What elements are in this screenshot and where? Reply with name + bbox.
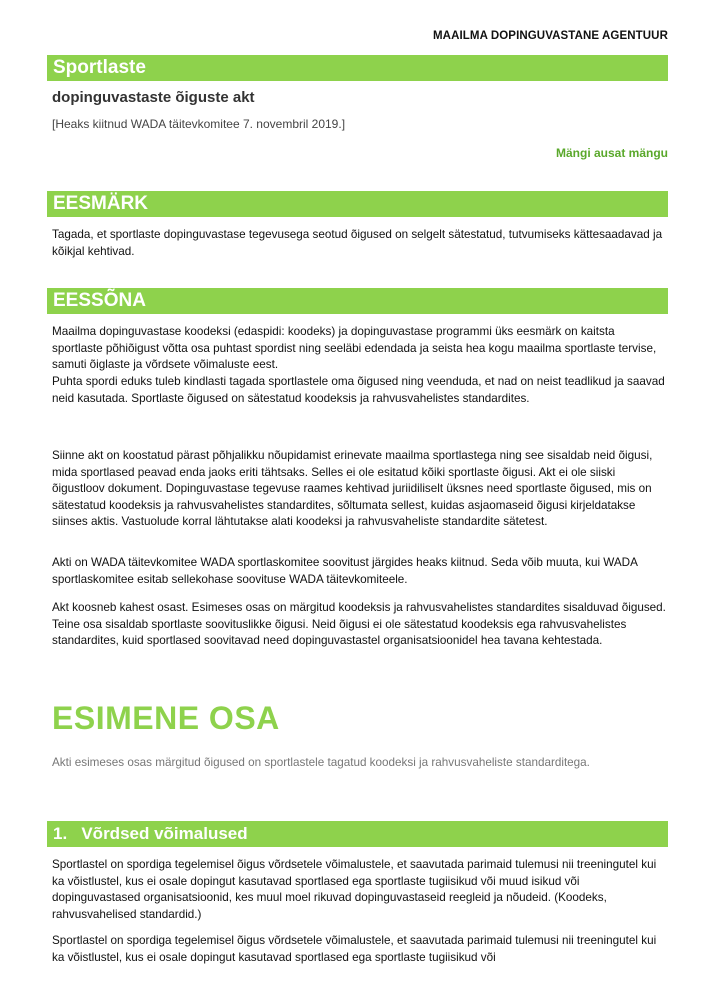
equal-opportunities-paragraph: Sportlastel on spordiga tegelemisel õigus võrdsetele võimalustele, et saavutada parimaid tulemusi nii treeningutel kui ka võistlustel, kus ei osale dopingut kasutavad sportlased ega sportlaste tugiisikud või muud isikud või dopinguvastased organisatsioonid, kes muul moel rikuvad dopinguvastaseid reegleid ja nõudeid. (Koodeks, rahvusvahelised standardid.): [52, 858, 657, 921]
section-banner-equal-opportunities: [47, 821, 668, 847]
preface-paragraph: Puhta spordi eduks tuleb kindlasti tagada sportlastele oma õigused ning veenduda, et nad on neist teadlikud ja saavad neid kasutada. Sportlaste õigused on sätestatud koodeksis ja rahvusvahelistes standardites.: [52, 375, 665, 405]
purpose-text: Tagada, et sportlaste dopinguvastase tegevusega seotud õigused on selgelt sätestatud, tutvumiseks kättesaadavad ja kõikjal kehtivad.: [52, 228, 663, 258]
approval-note: [Heaks kiitnud WADA täitevkomitee 7. novembril 2019.]: [52, 117, 346, 131]
preface-paragraph: Siinne akt on koostatud pärast põhjalikku nõupidamist erinevate maailma sportlastega ning see sisaldab neid õigusi, mida sportlased peavad enda jaoks eriti tähtsaks. Selles ei ole esitatud kõiki sportlaste õigusi. Akt ei ole siiski õigustloov dokument. Dopinguvastase tegevuse raames kehtivad juriidiliselt üksnes need sportlaste õigused, mis on sätestatud koodeksis ja rahvusvahelistes standardites, sõltumata sellest, kuidas asjaomaseid õigusi kirjeldatakse siinses aktis. Vastuolude korral lähtutakse alati koodeksi ja rahvusvaheliste standardite sätetest.: [52, 449, 653, 528]
section-banner-preface: [47, 288, 668, 314]
document-subtitle: dopinguvastaste õiguste akt: [52, 89, 255, 106]
preface-paragraph: Akt koosneb kahest osast. Esimeses osas on märgitud koodeksis ja rahvusvahelistes standardites sisalduvad õigused. Teine osa sisaldab sportlaste soovituslikke õigusi. Neid õigusi ei ole sätestatud koodeksis ega rahvusvahelistes standardites, kuid sportlased soovitavad need dopinguvastastel organisatsioonidel hea tavana kehtestada.: [52, 601, 666, 647]
preface-paragraph: Akti on WADA täitevkomitee WADA sportlaskomitee soovitust järgides heaks kiitnud. Seda võib muuta, kui WADA sportlaskomitee esitab sellekohase soovituse WADA täitevkomiteele.: [52, 556, 638, 586]
equal-opportunities-paragraph: Sportlastel on spordiga tegelemisel õigus võrdsetele võimalustele, et saavutada parimaid tulemusi nii treeningutel kui ka võistlustel, kus ei osale dopingut kasutavad sportlased ega sportlaste tugiisikud või: [52, 934, 657, 964]
section-heading-equal-opportunities: 1. Võrdsed võimalused: [53, 824, 248, 843]
title-banner: [47, 55, 668, 81]
document-title: Sportlaste: [53, 57, 146, 78]
section-heading-purpose: EESMÄRK: [53, 193, 149, 214]
part-one-description: Akti esimeses osas märgitud õigused on sportlastele tagatud koodeksi ja rahvusvaheliste standarditega.: [52, 756, 590, 769]
section-heading-preface: EESSÕNA: [53, 290, 146, 311]
preface-paragraph: Maailma dopinguvastase koodeksi (edaspidi: koodeks) ja dopinguvastase programmi üks eesmärk on kaitsta sportlaste põhiõigust võtta osa puhtast spordist ning seeläbi edendada ja seista hea kogu maailma sportlaste tervise, samuti õiglaste ja võrdsete võimaluste eest.: [52, 325, 657, 371]
organization-name: MAAILMA DOPINGUVASTANE AGENTUUR: [432, 30, 668, 42]
part-one-title: ESIMENE OSA: [52, 700, 280, 736]
section-banner-purpose: [47, 191, 668, 217]
motto: Mängi ausat mängu: [555, 146, 668, 160]
